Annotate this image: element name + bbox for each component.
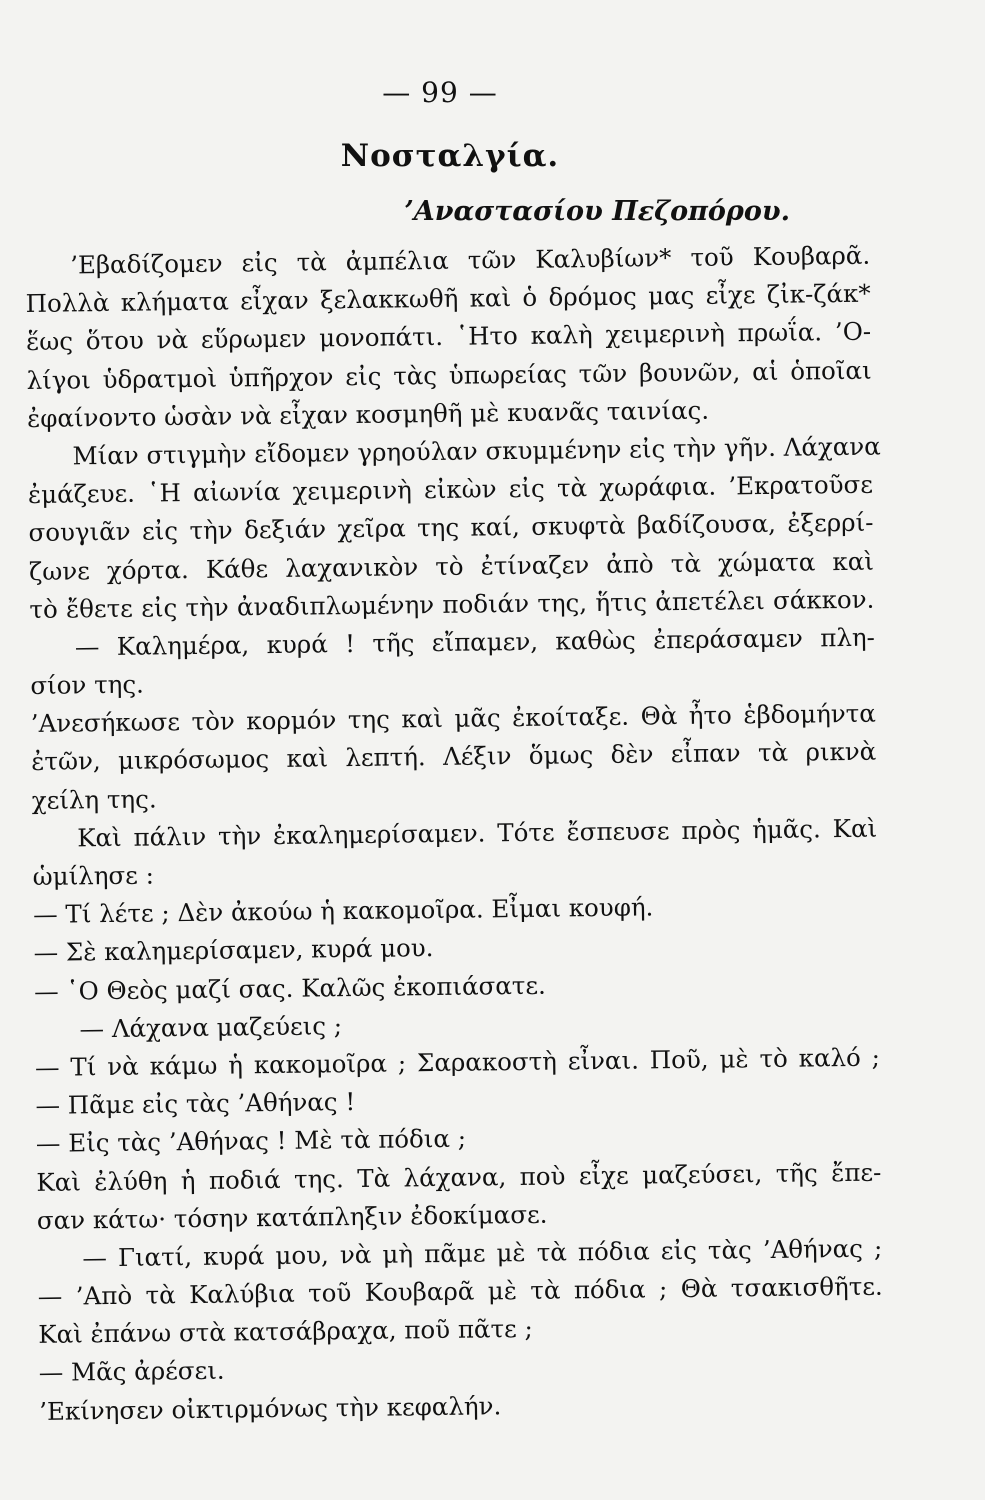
text-line: σίον της. xyxy=(30,669,145,701)
text-line: τὸ ἔθετε εἰς τὴν ἀναδιπλωμένην ποδιάν της, ἥτις ἀπετέλει σάκκον. xyxy=(29,584,875,624)
text-line: ’Εκίνησεν οἰκτιρμόνως τὴν κεφαλήν. xyxy=(39,1390,502,1426)
text-line: ἐμάζευε. ῾Η αἰωνία χειμερινὴ εἰκὼν εἰς τὰ χωράφια. ’Εκρατοῦσε xyxy=(27,469,874,510)
text-line: ὡμίλησε : xyxy=(32,860,155,891)
text-line: Καὶ ἐλύθη ἡ ποδιά της. Τὰ λάχανα, ποὺ εἶχε μαζεύσει, τῆς ἔπε- xyxy=(36,1157,882,1197)
text-line: Καὶ πάλιν τὴν ἐκαλημερίσαμεν. Τότε ἔσπευσε πρὸς ἡμᾶς. Καὶ xyxy=(77,813,878,853)
author-name: ’Αναστασίου Πεζοπόρου. xyxy=(404,196,790,227)
text-line: χείλη της. xyxy=(31,784,157,815)
body-text xyxy=(25,237,884,1431)
text-line: — Λάχανα μαζεύεις ; xyxy=(79,1010,343,1044)
text-line: — Καλημέρα, κυρά ! τῆς εἴπαμεν, καθὼς ἐπεράσαμεν πλη- xyxy=(74,622,876,662)
text-line: — Εἰς τὰς ’Αθήνας ! Μὲ τὰ πόδια ; xyxy=(35,1123,467,1159)
page-number: — 99 — xyxy=(382,76,498,109)
text-line: — Μᾶς ἀρέσει. xyxy=(38,1356,225,1388)
text-line: ἕως ὅτου νὰ εὕρωμεν μονοπάτι. ῾Ητο καλὴ χειμερινὴ πρωΐα. ’Ο- xyxy=(25,317,872,357)
text-line: ’Ανεσήκωσε τὸν κορμόν της καὶ μᾶς ἐκοίταξε. Θὰ ἦτο ἑβδομήντα xyxy=(30,698,876,739)
text-line: ’Εβαδίζομεν εἰς τὰ ἀμπέλια τῶν Καλυβίων* τοῦ Κουβαρᾶ. xyxy=(70,240,871,280)
text-line: Καὶ ἐπάνω στὰ κατσάβραχα, ποῦ πᾶτε ; xyxy=(38,1314,533,1350)
text-line: Πολλὰ κλήματα εἶχαν ξελακκωθῆ καὶ ὁ δρόμος μας εἶχε ζἰκ-ζάκ* xyxy=(25,278,871,319)
text-line: — Σὲ καλημερίσαμεν, κυρά μου. xyxy=(33,933,434,968)
text-line: σουγιᾶν εἰς τὴν δεξιάν χεῖρα της καί, σκυφτὰ βαδίζουσα, ἐξερρί- xyxy=(28,507,874,548)
text-line: — Τί νὰ κάμω ἡ κακομοῖρα ; Σαρακοστὴ εἶναι. Ποῦ, μὲ τὸ καλό ; xyxy=(34,1042,881,1082)
chapter-title: Νοσταλγία. xyxy=(340,138,560,174)
text-line: σαν κάτω· τόσην κατάπληξιν ἐδοκίμασε. xyxy=(36,1199,548,1235)
text-line: ἐφαίνοντο ὡσὰν νὰ εἶχαν κοσμηθῆ μὲ κυανᾶς ταινίας. xyxy=(26,395,710,433)
text-line: — ῾Ο Θεὸς μαζί σας. Καλῶς ἐκοπιάσατε. xyxy=(33,970,547,1006)
text-line: ζωνε χόρτα. Κάθε λαχανικὸν τὸ ἐτίναζεν ἀπὸ τὰ χώματα καὶ xyxy=(28,546,875,586)
text-line: — Πᾶμε εἰς τὰς ’Αθήνας ! xyxy=(35,1087,356,1121)
text-line: Μίαν στιγμὴν εἴδομεν γρηούλαν σκυμμένην εἰς τὴν γῆν. Λάχανα xyxy=(72,431,881,471)
text-line: — ’Απὸ τὰ Καλύβια τοῦ Κουβαρᾶ μὲ τὰ πόδια ; Θὰ τσακισθῆτε. xyxy=(37,1271,883,1311)
text-line: — Γιατί, κυρά μου, νὰ μὴ πᾶμε μὲ τὰ πόδια εἰς τὰς ’Αθήνας ; xyxy=(82,1233,883,1273)
text-line: λίγοι ὑδρατμοὶ ὑπῆρχον εἰς τὰς ὑπωρείας τῶν βουνῶν, αἱ ὁποῖαι xyxy=(26,355,872,395)
text-line: ἐτῶν, μικρόσωμος καὶ λεπτή. Λέξιν ὅμως δὲν εἶπαν τὰ ρικνὰ xyxy=(31,737,877,777)
text-line: — Τί λέτε ; Δὲν ἀκούω ἡ κακομοῖρα. Εἶμαι κουφή. xyxy=(32,892,654,930)
